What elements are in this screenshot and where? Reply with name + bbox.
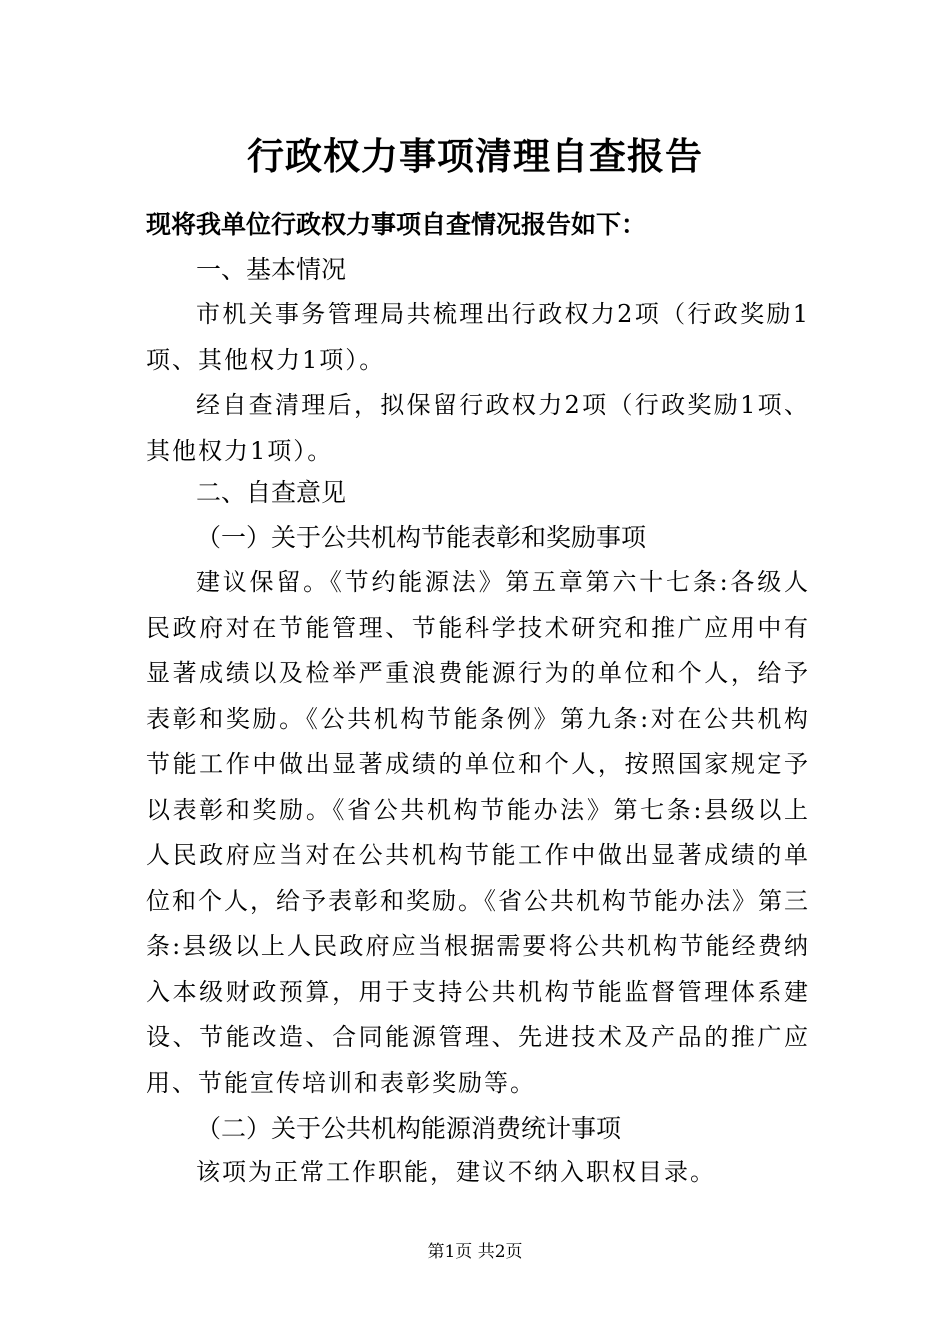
section-1-paragraph-1: 市机关事务管理局共梳理出行政权力2项（行政奖励1项、其他权力1项）。: [146, 300, 810, 374]
subsection-2-heading: （二）关于公共机构能源消费统计事项: [196, 1114, 622, 1143]
section-1-paragraph-2: 经自查清理后，拟保留行政权力2项（行政奖励1项、其他权力1项）。: [146, 391, 810, 465]
section-1-heading: 一、基本情况: [196, 255, 347, 284]
subsection-2-paragraph: 该项为正常工作职能，建议不纳入职权目录。: [196, 1158, 716, 1186]
intro-text: 现将我单位行政权力事项自查情况报告如下：: [146, 210, 647, 239]
page-footer: 第1页 共2页: [427, 1242, 523, 1262]
document-title: 行政权力事项清理自查报告: [247, 134, 703, 178]
subsection-1-paragraph: 建议保留。《节约能源法》第五章第六十七条:各级人民政府对在节能管理、节能科学技术研究和推广应用中有显著成绩以及检举严重浪费能源行为的单位和个人，给予表彰和奖励。《公共机构节能条例》第九条:对在公共机构节能工作中做出显著成绩的单位和个人，按照国家规定予以表彰和奖励。《省公共机构节能办法》第七条:县级以上人民政府应当对在公共机构节能工作中做出显著成绩的单位和个人，给予表彰和奖励。《省公共机构节能办法》第三条:县级以上人民政府应当根据需要将公共机构节能经费纳入本级财政预算，用于支持公共机构节能监督管理体系建设、节能改造、合同能源管理、先进技术及产品的推广应用、节能宣传培训和表彰奖励等。: [146, 568, 810, 1097]
section-2-heading: 二、自查意见: [196, 478, 347, 507]
subsection-1-heading: （一）关于公共机构节能表彰和奖励事项: [196, 523, 647, 552]
